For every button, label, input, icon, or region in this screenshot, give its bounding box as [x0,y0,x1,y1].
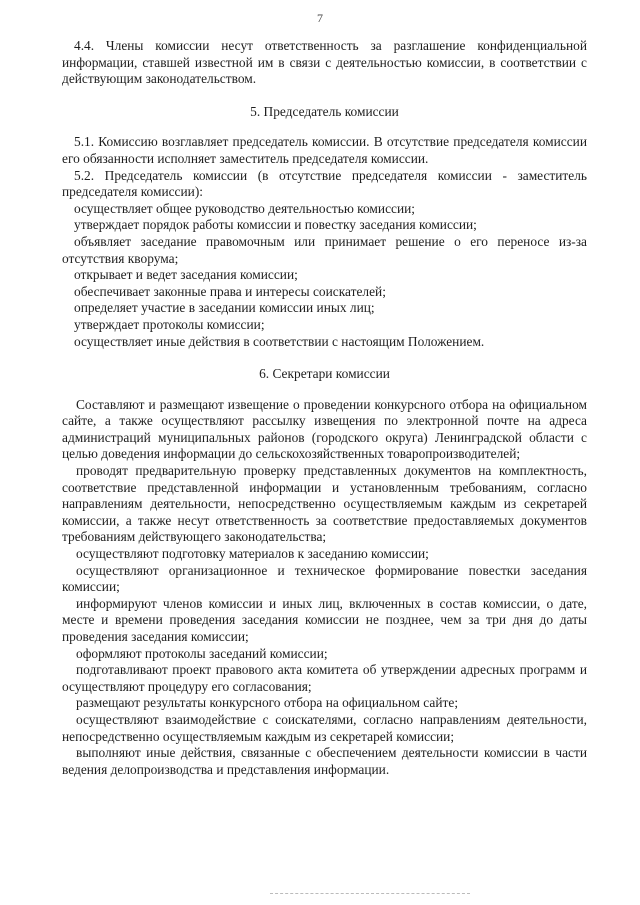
paragraph-4-4: 4.4. Члены комиссии несут ответственность за разглашение конфиденциальной информации, ставшей известной им в связи с деятельностью комиссии, в соответствии с действующим законодательством. [62,38,587,87]
secretary-duty-item: размещают результаты конкурсного отбора на официальном сайте; [76,695,459,711]
duty-item: осуществляет иные действия в соответствии с настоящим Положением. [74,333,485,349]
paragraph-5-2: 5.2. Председатель комиссии (в отсутствие председателя комиссии - заместитель председателя комиссии): [62,167,587,200]
duty-item: объявляет заседание правомочным или принимает решение о его переносе из-за отсутствия кворума; [62,233,587,266]
secretary-duty-item: информируют членов комиссии и иных лиц, включенных в состав комиссии, о дате, месте и времени проведения заседания комиссии не позднее, чем за три дня до даты проведения заседания комиссии; [62,595,587,644]
page-content [62,38,587,778]
duty-item: открывает и ведет заседания комиссии; [74,267,298,283]
secretary-duty-item: осуществляют организационное и техническое формирование повестки заседания комиссии; [62,562,587,595]
scan-artifact-line [270,893,470,895]
secretary-duty-item: Составляют и размещают извещение о проведении конкурсного отбора на официальном сайте, а также осуществляют рассылку извещения по электронной почте на адреса администраций муниципальных районов (городского округа) Ленинградской области с целью доведения информации до сельскохозяйственных товаропроизводителей; [62,396,587,462]
page-number: 7 [317,11,323,25]
section-6-title: 6. Секретари комиссии [259,366,390,382]
duty-item: обеспечивает законные права и интересы соискателей; [74,283,386,299]
secretary-duty-item: осуществляют подготовку материалов к заседанию комиссии; [76,546,429,562]
secretary-duty-item: подготавливают проект правового акта комитета об утверждении адресных программ и осуществляют процедуру его согласования; [62,662,587,694]
secretary-duty-item: проводят предварительную проверку представленных документов на комплектность, соответствие представленной информации и установленным требованиям, согласно направлениям деятельности, непосредственно осуществляемым каждым из секретарей комиссии, а также несут ответственность за соответствие предоставляемых документов требованиям действующего законодательства; [62,463,587,545]
duty-item: утверждает протоколы комиссии; [74,316,265,332]
duty-item: утверждает порядок работы комиссии и повестку заседания комиссии; [74,217,477,233]
duty-item: осуществляет общее руководство деятельностью комиссии; [74,200,416,216]
duty-item: определяет участие в заседании комиссии иных лиц; [74,300,375,316]
secretary-duty-item: осуществляют взаимодействие с соискателями, согласно направлениям деятельности, непосредственно осуществляемым каждым из секретарей комиссии; [62,711,587,744]
secretary-duty-item: оформляют протоколы заседаний комиссии; [76,645,328,661]
paragraph-5-1: 5.1. Комиссию возглавляет председатель комиссии. В отсутствие председателя комиссии его обязанности исполняет заместитель председателя комиссии. [62,134,587,166]
secretary-duty-item: выполняют иные действия, связанные с обеспечением деятельности комиссии в части ведения делопроизводства и представления информации. [62,745,587,777]
section-5-title: 5. Председатель комиссии [250,103,399,119]
